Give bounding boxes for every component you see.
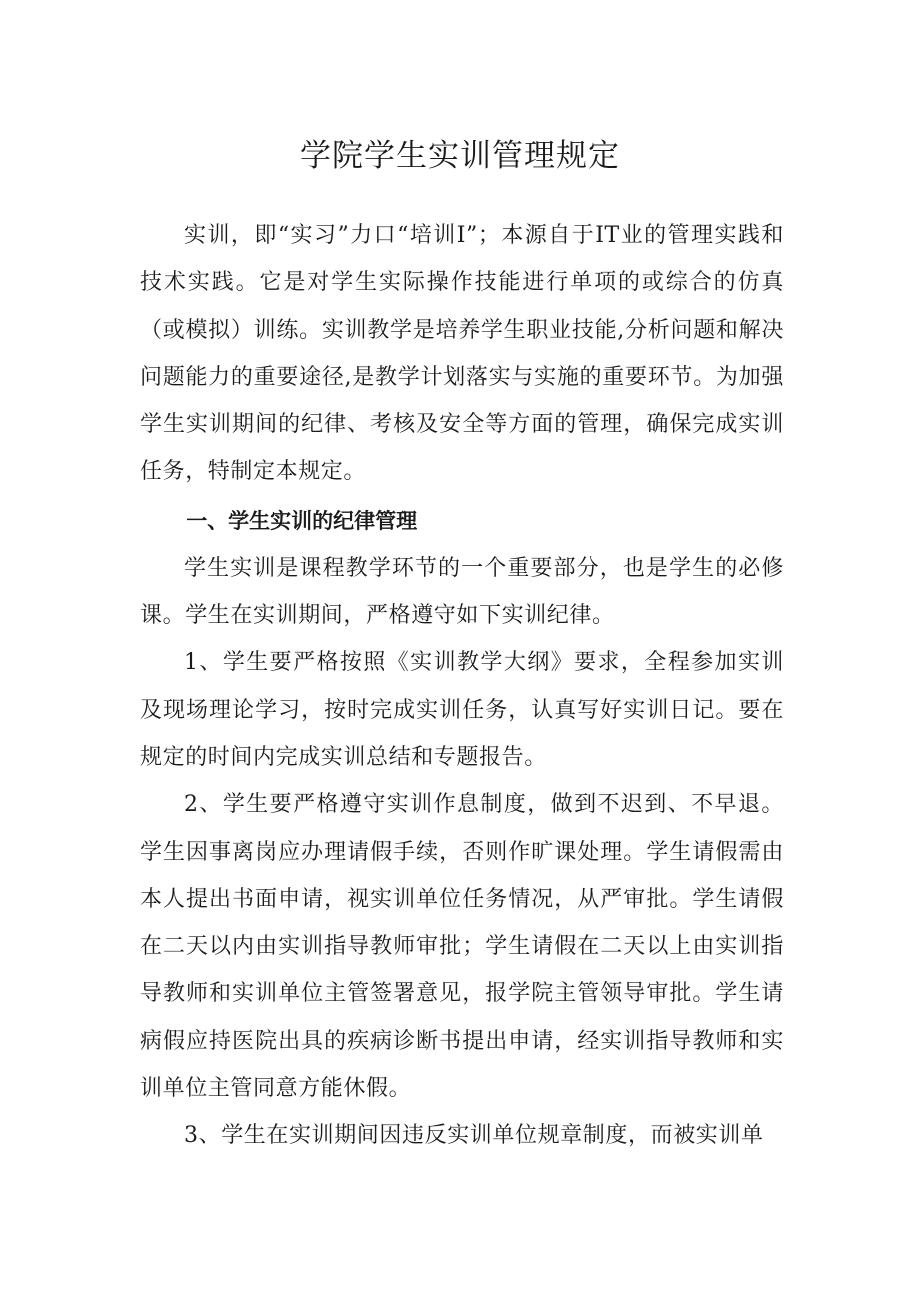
section-lead-paragraph: 学生实训是课程教学环节的一个重要部分，也是学生的必修课。学生在实训期间，严格遵守如下实训纪律。 [140, 555, 784, 629]
document-body [140, 212, 784, 1160]
rule-item-1: 1、学生要严格按照《实训教学大纲》要求，全程参加实训及现场理论学习，按时完成实训任务，认真写好实训日记。要在规定的时间内完成实训总结和专题报告。 [140, 650, 784, 770]
section-heading: 一、学生实训的纪律管理 [186, 508, 418, 533]
intro-paragraph: 实训，即“实习”力口“培训I”；本源自于IT业的管理实践和技术实践。它是对学生实际操作技能进行单项的或综合的仿真（或模拟）训练。实训教学是培养学生职业技能,分析问题和解决问题能力的重要途径,是教学计划落实与实施的重要环节。为加强学生实训期间的纪律、考核及安全等方面的管理，确保完成实训任务，特制定本规定。 [140, 223, 784, 485]
rule-item-3: 3、学生在实训期间因违反实训单位规章制度，而被实训单 [184, 1123, 764, 1149]
rule-item-2: 2、学生要严格遵守实训作息制度，做到不迟到、不早退。学生因事离岗应办理请假手续，否则作旷课处理。学生请假需由本人提出书面申请，视实训单位任务情况，从严审批。学生请假在二天以内由实训指导教师审批；学生请假在二天以上由实训指导教师和实训单位主管签署意见，报学院主管领导审批。学生请病假应持医院出具的疾病诊断书提出申请，经实训指导教师和实训单位主管同意方能休假。 [140, 792, 784, 1102]
document-title: 学院学生实训管理规定 [300, 138, 620, 174]
